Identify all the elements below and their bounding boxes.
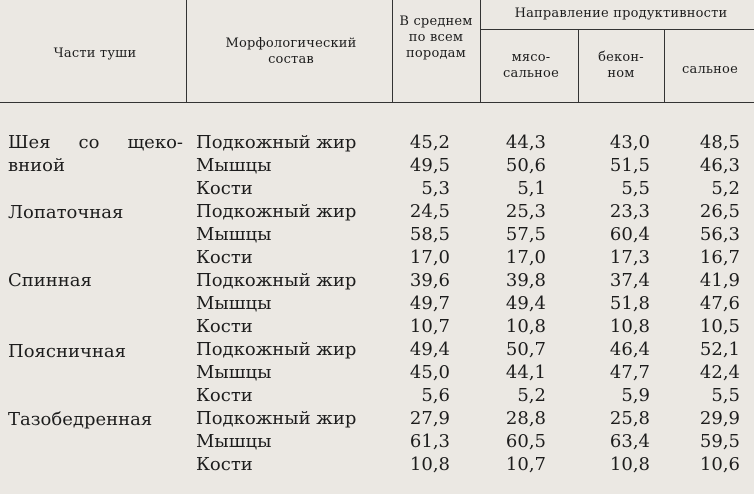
col-fat-header: сальное <box>682 62 738 77</box>
value-cell: 10,5 <box>699 316 740 337</box>
value-cell: 10,7 <box>409 316 450 337</box>
value-cell: 17,0 <box>409 247 450 268</box>
composition-label: Кости <box>196 454 253 475</box>
value-cell: 17,0 <box>505 247 546 268</box>
value-cell: 37,4 <box>609 270 650 291</box>
value-cell: 10,8 <box>505 316 546 337</box>
value-cell: 61,3 <box>409 431 450 452</box>
value-cell: 51,5 <box>609 155 650 176</box>
composition-label: Кости <box>196 247 253 268</box>
composition-label: Кости <box>196 385 253 406</box>
value-cell: 41,9 <box>699 270 740 291</box>
value-cell: 39,6 <box>409 270 450 291</box>
value-cell: 46,3 <box>699 155 740 176</box>
composition-label: Подкожный жир <box>196 201 357 222</box>
value-cell: 5,6 <box>421 385 450 406</box>
composition-label: Подкожный жир <box>196 132 357 153</box>
composition-label: Мышцы <box>196 155 272 176</box>
value-cell: 44,1 <box>505 362 546 383</box>
value-cell: 52,1 <box>699 339 740 360</box>
value-cell: 50,6 <box>505 155 546 176</box>
composition-label: Мышцы <box>196 224 272 245</box>
header-divider <box>480 0 481 102</box>
value-cell: 60,4 <box>609 224 650 245</box>
value-cell: 51,8 <box>609 293 650 314</box>
part-label: Спинная <box>8 270 92 291</box>
value-cell: 23,3 <box>609 201 650 222</box>
part-label: Поясничная <box>8 341 126 362</box>
value-cell: 5,3 <box>421 178 450 199</box>
value-cell: 58,5 <box>409 224 450 245</box>
value-cell: 5,2 <box>711 178 740 199</box>
value-cell: 27,9 <box>409 408 450 429</box>
part-label: Тазобедренная <box>8 409 153 430</box>
value-cell: 42,4 <box>699 362 740 383</box>
value-cell: 5,5 <box>711 385 740 406</box>
composition-label: Подкожный жир <box>196 408 357 429</box>
value-cell: 49,4 <box>409 339 450 360</box>
value-cell: 25,8 <box>609 408 650 429</box>
col-avg-header: В среднем по всем породам <box>399 14 473 61</box>
value-cell: 59,5 <box>699 431 740 452</box>
composition-label: Мышцы <box>196 293 272 314</box>
composition-label: Подкожный жир <box>196 270 357 291</box>
value-cell: 49,5 <box>409 155 450 176</box>
value-cell: 25,3 <box>505 201 546 222</box>
composition-label: Мышцы <box>196 362 272 383</box>
header-divider <box>578 30 579 102</box>
value-cell: 49,7 <box>409 293 450 314</box>
composition-label: Кости <box>196 178 253 199</box>
value-cell: 56,3 <box>699 224 740 245</box>
value-cell: 10,8 <box>609 316 650 337</box>
value-cell: 39,8 <box>505 270 546 291</box>
header-bottom-rule <box>0 102 754 103</box>
composition-label: Кости <box>196 316 253 337</box>
value-cell: 5,1 <box>517 178 546 199</box>
part-label: Шея со щеко-вниой <box>8 132 183 176</box>
value-cell: 24,5 <box>409 201 450 222</box>
value-cell: 28,8 <box>505 408 546 429</box>
value-cell: 63,4 <box>609 431 650 452</box>
value-cell: 47,7 <box>609 362 650 383</box>
value-cell: 60,5 <box>505 431 546 452</box>
group-rule <box>480 29 754 30</box>
col-part-header: Части туши <box>53 46 137 61</box>
value-cell: 17,3 <box>609 247 650 268</box>
part-label: Лопаточная <box>8 202 124 223</box>
value-cell: 46,4 <box>609 339 650 360</box>
value-cell: 50,7 <box>505 339 546 360</box>
value-cell: 26,5 <box>699 201 740 222</box>
col-meat-header: мясо- сальное <box>503 50 559 81</box>
value-cell: 45,0 <box>409 362 450 383</box>
composition-label: Мышцы <box>196 431 272 452</box>
value-cell: 10,6 <box>699 454 740 475</box>
header-divider <box>186 0 187 102</box>
header-divider <box>664 30 665 102</box>
value-cell: 16,7 <box>699 247 740 268</box>
value-cell: 5,5 <box>621 178 650 199</box>
value-cell: 43,0 <box>609 132 650 153</box>
value-cell: 29,9 <box>699 408 740 429</box>
value-cell: 57,5 <box>505 224 546 245</box>
col-bacon-header: бекон- ном <box>598 50 644 81</box>
composition-label: Подкожный жир <box>196 339 357 360</box>
value-cell: 5,9 <box>621 385 650 406</box>
value-cell: 5,2 <box>517 385 546 406</box>
value-cell: 45,2 <box>409 132 450 153</box>
header-divider <box>392 0 393 102</box>
value-cell: 10,7 <box>505 454 546 475</box>
value-cell: 10,8 <box>409 454 450 475</box>
value-cell: 49,4 <box>505 293 546 314</box>
value-cell: 47,6 <box>699 293 740 314</box>
value-cell: 10,8 <box>609 454 650 475</box>
col-comp-header: Морфологический состав <box>225 36 357 67</box>
value-cell: 44,3 <box>505 132 546 153</box>
value-cell: 48,5 <box>699 132 740 153</box>
group-header: Направление продуктивности <box>514 6 728 21</box>
